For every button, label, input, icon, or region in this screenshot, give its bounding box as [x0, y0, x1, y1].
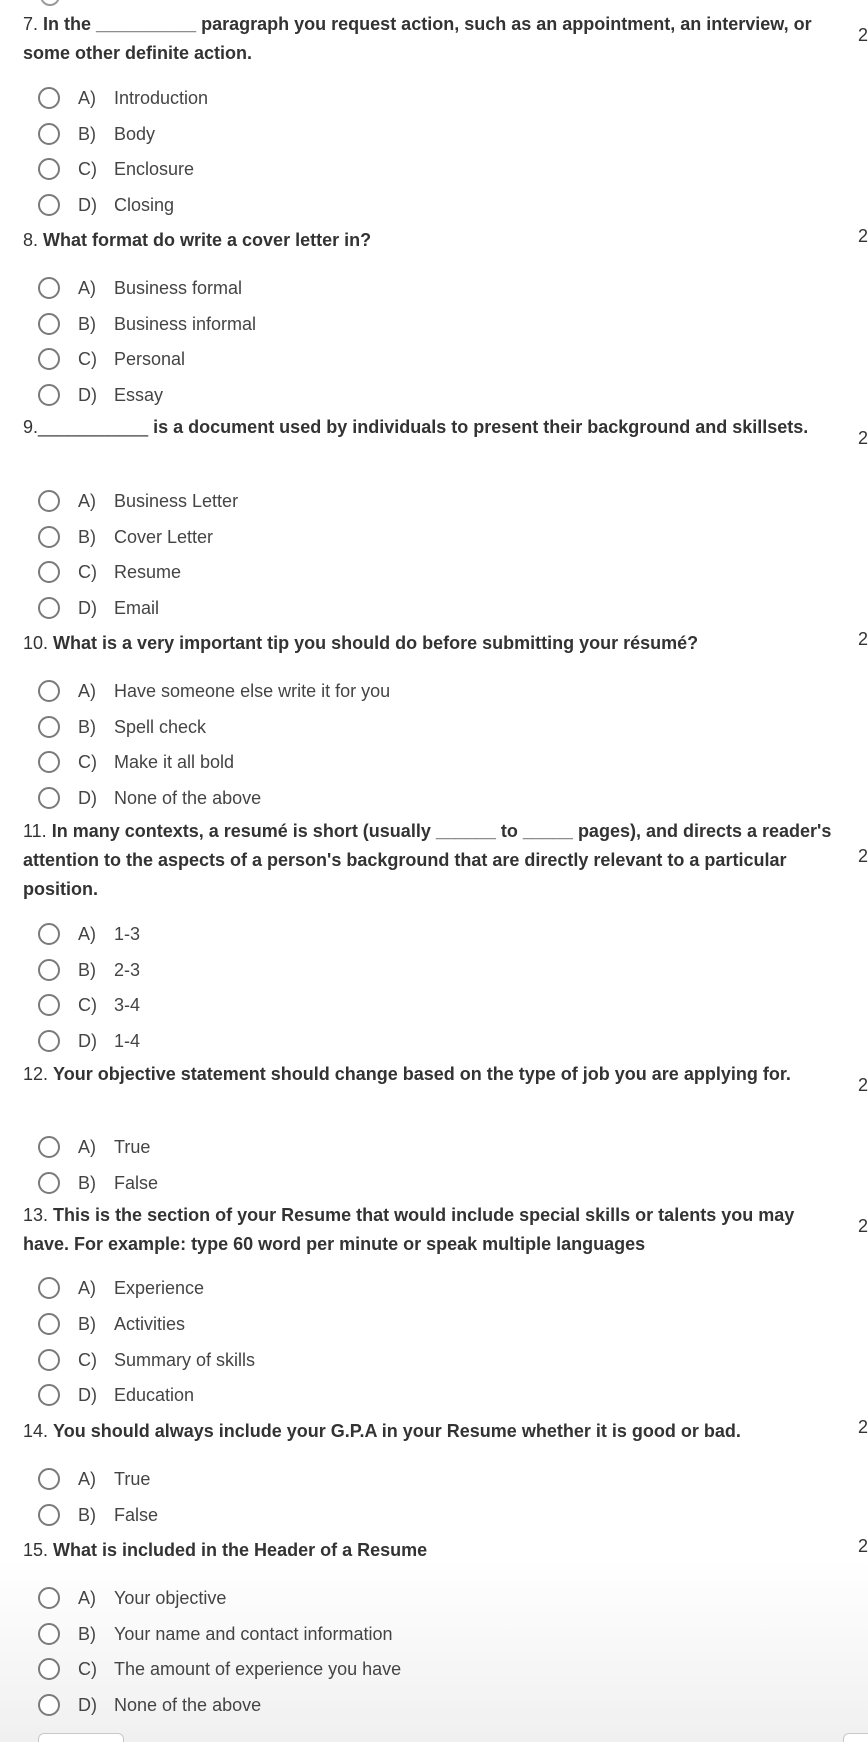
question-points: 2 — [858, 1075, 868, 1095]
option-label: Resume — [114, 561, 182, 582]
question-text — [23, 817, 843, 904]
option-letter: A) — [78, 490, 96, 511]
radio-button-partial[interactable] — [40, 0, 60, 6]
question-points: 2 — [858, 629, 868, 649]
option-letter: A) — [78, 1136, 96, 1157]
radio-button[interactable] — [38, 959, 60, 981]
answer-option[interactable] — [38, 155, 538, 183]
radio-button[interactable] — [38, 1313, 60, 1335]
question-number: 8. — [23, 230, 39, 250]
radio-button[interactable] — [38, 1349, 60, 1371]
option-letter: C) — [78, 1658, 97, 1679]
question-points: 2 — [858, 1216, 868, 1236]
bottom-button-partial-right[interactable] — [843, 1733, 868, 1742]
option-letter: A) — [78, 87, 96, 108]
radio-button[interactable] — [38, 561, 60, 583]
option-letter: B) — [78, 716, 96, 737]
answer-option[interactable] — [38, 1655, 538, 1683]
answer-option[interactable] — [38, 84, 538, 112]
radio-button[interactable] — [38, 123, 60, 145]
option-label: Your objective — [114, 1587, 227, 1608]
question-text — [23, 629, 843, 658]
answer-option[interactable] — [38, 594, 538, 622]
option-label: Education — [114, 1384, 195, 1405]
option-letter: D) — [78, 787, 97, 808]
radio-button[interactable] — [38, 526, 60, 548]
answer-option[interactable] — [38, 1133, 538, 1161]
option-letter: B) — [78, 1623, 96, 1644]
radio-button[interactable] — [38, 1587, 60, 1609]
option-label: Experience — [114, 1277, 205, 1298]
question-blank: ___________ — [38, 417, 149, 437]
option-letter: C) — [78, 348, 97, 369]
question-number: 14. — [23, 1421, 49, 1441]
answer-option[interactable] — [38, 1501, 538, 1529]
radio-button[interactable] — [38, 994, 60, 1016]
option-label: Cover Letter — [114, 526, 214, 547]
option-label: Personal — [114, 348, 186, 369]
question-text — [23, 1060, 843, 1089]
option-letter: D) — [78, 1384, 97, 1405]
answer-option[interactable] — [38, 523, 538, 551]
question-points: 2 — [858, 428, 868, 448]
option-letter: D) — [78, 194, 97, 215]
question-number: 11. — [23, 821, 47, 841]
answer-option[interactable] — [38, 1584, 538, 1612]
option-letter: B) — [78, 959, 96, 980]
option-letter: A) — [78, 923, 96, 944]
question-number: 9. — [23, 417, 39, 437]
option-letter: D) — [78, 597, 97, 618]
answer-option[interactable] — [38, 1027, 538, 1055]
answer-option[interactable] — [38, 1465, 538, 1493]
option-label: Make it all bold — [114, 751, 235, 772]
question-number: 15. — [23, 1540, 49, 1560]
radio-button[interactable] — [38, 716, 60, 738]
radio-button[interactable] — [38, 1468, 60, 1490]
option-letter: C) — [78, 994, 97, 1015]
option-letter: B) — [78, 313, 96, 334]
question-prompt: In many contexts, a resumé is short (usually ______ to _____ pages), and directs a reader's attention to the aspects of a person's background that are directly relevant to a particular position. — [23, 821, 832, 899]
answer-option[interactable] — [38, 1169, 538, 1197]
option-label: True — [114, 1468, 151, 1489]
option-label: Enclosure — [114, 158, 195, 179]
option-label: The amount of experience you have — [114, 1658, 402, 1679]
answer-option[interactable] — [38, 487, 538, 515]
radio-button[interactable] — [38, 1172, 60, 1194]
answer-option[interactable] — [38, 274, 538, 302]
option-label: Business Letter — [114, 490, 239, 511]
option-label: False — [114, 1504, 159, 1525]
option-label: Business formal — [114, 277, 243, 298]
option-letter: B) — [78, 1504, 96, 1525]
option-label: None of the above — [114, 787, 262, 808]
question-prompt: is a document used by individuals to present their background and skillsets. — [153, 417, 809, 437]
option-label: Essay — [114, 384, 164, 405]
radio-button[interactable] — [38, 490, 60, 512]
radio-button[interactable] — [38, 87, 60, 109]
answer-option[interactable] — [38, 784, 538, 812]
radio-button[interactable] — [38, 313, 60, 335]
question-prompt: What format do write a cover letter in? — [43, 230, 372, 250]
option-letter: A) — [78, 680, 96, 701]
option-letter: B) — [78, 1172, 96, 1193]
radio-button[interactable] — [38, 1504, 60, 1526]
answer-option[interactable] — [38, 1691, 538, 1719]
answer-option[interactable] — [38, 120, 538, 148]
answer-option[interactable] — [38, 558, 538, 586]
radio-button[interactable] — [38, 348, 60, 370]
option-label: Summary of skills — [114, 1349, 256, 1370]
radio-button[interactable] — [38, 1694, 60, 1716]
question-number: 12. — [23, 1064, 49, 1084]
radio-button[interactable] — [38, 158, 60, 180]
answer-option[interactable] — [38, 920, 538, 948]
radio-button[interactable] — [38, 923, 60, 945]
option-letter: A) — [78, 1468, 96, 1489]
option-letter: C) — [78, 158, 97, 179]
question-text — [23, 10, 843, 68]
option-label: Body — [114, 123, 156, 144]
radio-button[interactable] — [38, 1136, 60, 1158]
question-prompt: Your objective statement should change based on the type of job you are applying for. — [53, 1064, 791, 1084]
option-label: 1-4 — [114, 1030, 141, 1051]
question-text — [23, 226, 843, 255]
answer-option[interactable] — [38, 191, 538, 219]
answer-option[interactable] — [38, 1346, 538, 1374]
question-number: 10. — [23, 633, 49, 653]
question-points: 2 — [858, 25, 868, 45]
question-points: 2 — [858, 1536, 868, 1556]
option-letter: B) — [78, 1313, 96, 1334]
option-label: Closing — [114, 194, 175, 215]
option-label: True — [114, 1136, 151, 1157]
question-points: 2 — [858, 1417, 868, 1437]
question-text — [23, 1536, 843, 1565]
answer-option[interactable] — [38, 1620, 538, 1648]
radio-button[interactable] — [38, 680, 60, 702]
question-text — [23, 413, 843, 442]
option-letter: C) — [78, 561, 97, 582]
option-label: 2-3 — [114, 959, 141, 980]
bottom-button-partial[interactable] — [38, 1733, 124, 1742]
question-text — [23, 1201, 843, 1259]
radio-button[interactable] — [38, 1658, 60, 1680]
option-label: Have someone else write it for you — [114, 680, 391, 701]
answer-option[interactable] — [38, 748, 538, 776]
option-label: None of the above — [114, 1694, 262, 1715]
radio-button[interactable] — [38, 194, 60, 216]
radio-button[interactable] — [38, 1030, 60, 1052]
question-prompt: What is a very important tip you should do before submitting your résumé? — [53, 633, 699, 653]
answer-option[interactable] — [38, 1381, 538, 1409]
answer-option[interactable] — [38, 310, 538, 338]
radio-button[interactable] — [38, 787, 60, 809]
question-points: 2 — [858, 226, 868, 246]
answer-option[interactable] — [38, 1274, 538, 1302]
option-letter: D) — [78, 384, 97, 405]
question-points: 2 — [858, 846, 868, 866]
answer-option[interactable] — [38, 381, 538, 409]
option-label: Introduction — [114, 87, 209, 108]
answer-option[interactable] — [38, 956, 538, 984]
answer-option[interactable] — [38, 1310, 538, 1338]
radio-button[interactable] — [38, 384, 60, 406]
option-letter: A) — [78, 277, 96, 298]
question-text — [23, 1417, 843, 1446]
radio-button[interactable] — [38, 1384, 60, 1406]
option-letter: C) — [78, 751, 97, 772]
option-label: Your name and contact information — [114, 1623, 393, 1644]
option-letter: A) — [78, 1587, 96, 1608]
question-number: 13. — [23, 1205, 49, 1225]
option-letter: B) — [78, 123, 96, 144]
option-label: Spell check — [114, 716, 207, 737]
radio-button[interactable] — [38, 751, 60, 773]
option-label: Business informal — [114, 313, 257, 334]
option-letter: A) — [78, 1277, 96, 1298]
question-prompt: This is the section of your Resume that would include special skills or talents you may have. For example: type 60 word per minute or speak multiple languages — [23, 1205, 795, 1254]
radio-button[interactable] — [38, 1277, 60, 1299]
answer-option[interactable] — [38, 713, 538, 741]
answer-option[interactable] — [38, 677, 538, 705]
option-letter: C) — [78, 1349, 97, 1370]
question-prompt: In the __________ paragraph you request action, such as an appointment, an interview, or some other definite action. — [23, 14, 812, 63]
answer-option[interactable] — [38, 345, 538, 373]
option-label: False — [114, 1172, 159, 1193]
question-number: 7. — [23, 14, 39, 34]
option-label: 3-4 — [114, 994, 141, 1015]
option-letter: D) — [78, 1694, 97, 1715]
option-letter: B) — [78, 526, 96, 547]
question-prompt: What is included in the Header of a Resume — [53, 1540, 428, 1560]
radio-button[interactable] — [38, 597, 60, 619]
radio-button[interactable] — [38, 277, 60, 299]
option-label: 1-3 — [114, 923, 141, 944]
option-label: Email — [114, 597, 160, 618]
question-prompt: You should always include your G.P.A in your Resume whether it is good or bad. — [53, 1421, 741, 1441]
radio-button[interactable] — [38, 1623, 60, 1645]
option-letter: D) — [78, 1030, 97, 1051]
option-label: Activities — [114, 1313, 186, 1334]
answer-option[interactable] — [38, 991, 538, 1019]
